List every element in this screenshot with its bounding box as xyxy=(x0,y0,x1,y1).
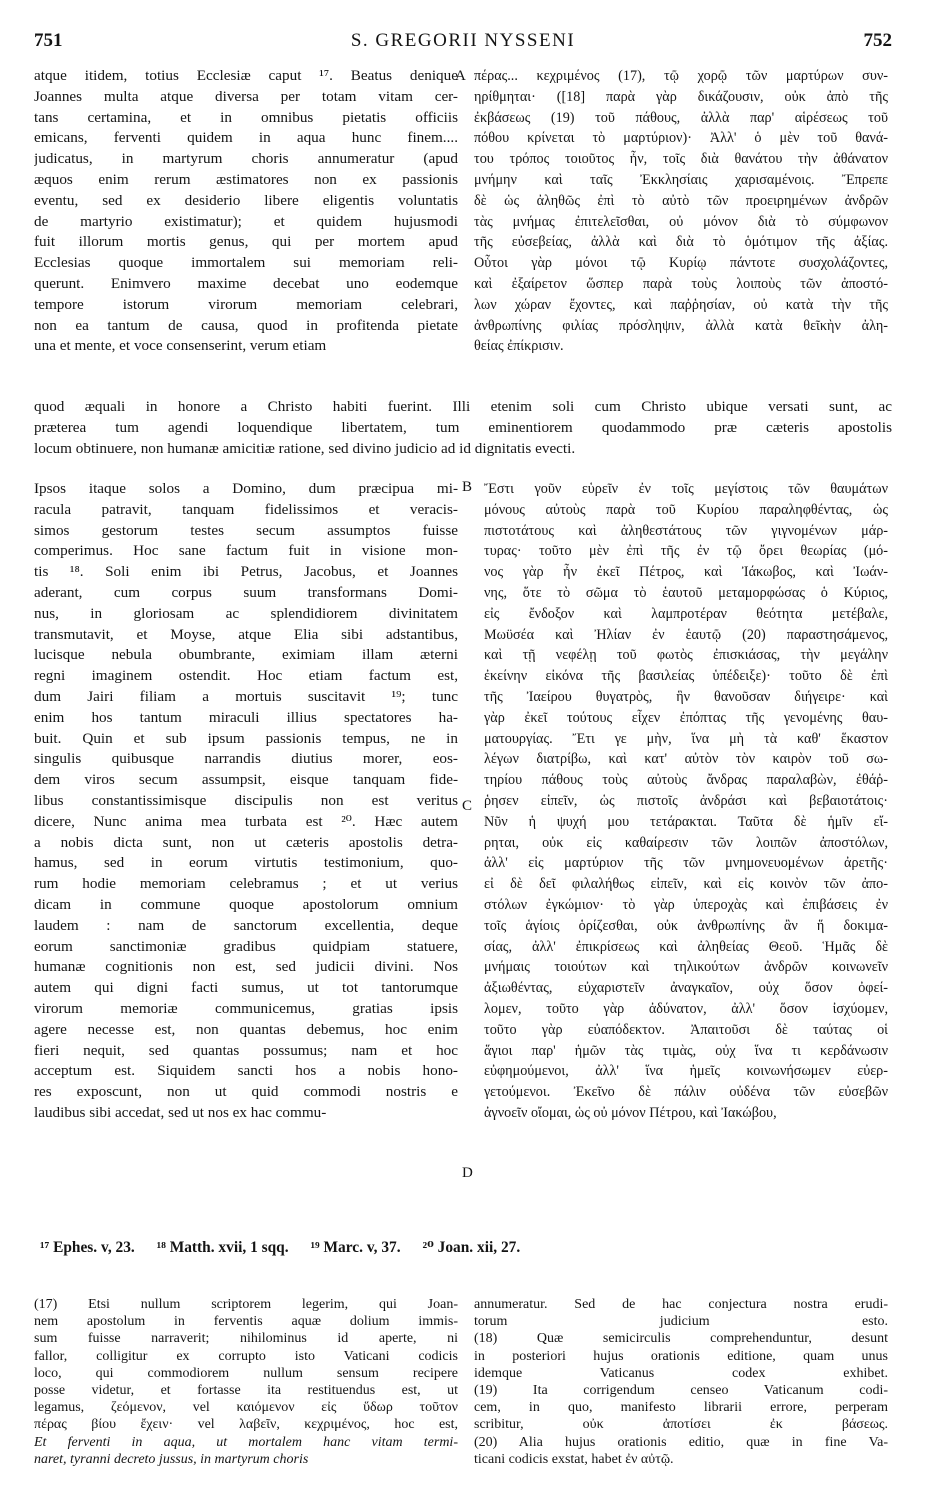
text-line: Et ferventi in aqua, ut mortalem hanc vitam termi- xyxy=(34,1434,458,1450)
text-line: nem apostolum in ferventis aquæ dolium immis- xyxy=(34,1314,458,1330)
text-line: una et mente, et voce consenserint, verum etiam xyxy=(34,337,327,355)
text-line: ticani codicis exstat, habet ἐν αὐτῷ. xyxy=(474,1451,674,1467)
text-line: rum hodie memoriam celebramus ; et ut verius xyxy=(34,875,458,893)
text-line: Joannes multa atque diversa per totam vitam cer- xyxy=(34,87,458,105)
text-line: autem qui digni facti sumus, ut tot tantorumque xyxy=(34,979,458,997)
text-line: dum Jairi filiam a mortuis suscitavit ¹⁹; tunc xyxy=(34,687,458,705)
editor-notes-right xyxy=(474,1296,888,1468)
text-line: lucisque nebula obumbrante, eximiam illam æterni xyxy=(34,646,458,664)
greek-text-top xyxy=(474,66,888,357)
text-line: τοῦτο γὰρ εὐαπόδεκτον. Ἀπαιτοῦσι δὲ ταύτας οἱ xyxy=(484,1021,888,1038)
text-line: τῆς εὐσεβείας, ἀλλὰ καὶ διὰ τὸ ὁμότιμον τῆς ἀξίας. xyxy=(474,234,888,251)
text-line: ἅγιοι παρ' ἡμῶν τὰς τιμὰς, οὐχ ἵνα τι κερδάνωσιν xyxy=(484,1042,888,1059)
text-line: ηρίθμηται· ([18] παρὰ γὰρ δικάζουσιν, οὐκ ἀπὸ τῆς xyxy=(474,88,888,105)
text-line: πόθου κρίνεται τὸ μαρτύριον)· Ἀλλ' ὁ μὲν τοῦ θανά- xyxy=(474,130,888,147)
text-line: νης, ὅτε τὸ σῶμα τὸ ἑαυτοῦ μεταμορφώσας ὁ Κύριος, xyxy=(484,584,888,601)
text-line: judicatus, in martyrum choris annumeratur (apud xyxy=(34,150,458,168)
text-line: laudibus sibi accedat, sed ut nos ex hac commu- xyxy=(34,1103,327,1121)
text-line: non ea tantum de causa, quod in profitenda pietate xyxy=(34,316,458,334)
text-line: εἰ δὲ δεῖ φιλαλήθως εἰπεῖν, καὶ εἰς κοινὸν τῶν ἀπο- xyxy=(484,876,888,893)
left-column-number: 751 xyxy=(34,30,63,51)
text-line: ἐκείνην εἰκόνα τῆς βασιλείας ὑπέδειξε)· τοῦτο δὲ ἐπὶ xyxy=(484,668,888,685)
text-line: ἀνθρωπίνης φιλίας πρόσληψιν, ἀλλὰ κατὰ θεῖκὴν ἀλη- xyxy=(474,317,888,334)
text-line: emicans, ferventi quidem in aqua hunc finem.... xyxy=(34,129,458,147)
text-line: fuit illorum mortis genus, qui per mortem apud xyxy=(34,233,458,251)
text-line: acceptum est. Siquidem sancti hos a nobis hono- xyxy=(34,1062,458,1080)
text-line: dicam in commune quoque apostolorum omnium xyxy=(34,895,458,913)
text-line: res exposcunt, non ut quid commodi nostris e xyxy=(34,1083,458,1101)
text-line: racula patravit, tanquam fidelissimos et veracis- xyxy=(34,500,458,518)
text-line: naret, tyranni decreto jussus, in martyrum choris xyxy=(34,1451,309,1467)
text-line: (17) Etsi nullum scriptorem legerim, qui Joan- xyxy=(34,1297,458,1312)
text-line: στόλων ἐγκώμιον· τὸ γὰρ ὑπεροχὰς καὶ ἐπιβάσεις ἐν xyxy=(484,896,888,913)
text-line: Νῦν ἡ ψυχή μου τετάρακται. Ταῦτα δὲ ἡμῖν εἴ- xyxy=(484,813,888,830)
text-line: πέρας βίου ἔχειν· vel λαβεῖν, κεχριμένος, hoc est, xyxy=(34,1417,458,1433)
text-line: (20) Alia hujus orationis editio, quæ in fine Va- xyxy=(474,1434,888,1450)
text-line: γετούμενοι. Ἐκεῖνο δὲ πάλιν οὐδένα τῶν εὐσεβῶν xyxy=(484,1084,888,1101)
text-line: querunt. Enimvero maxime decebat uno eodemque xyxy=(34,274,458,292)
text-line: humanæ cognitionis non est, sed judicii divini. Nos xyxy=(34,958,458,976)
text-line: τοῖς ἁγίοις ὁρίζεσθαι, οὐκ ἀνθρωπίνης ἂν ἥ δοκιμα- xyxy=(484,917,888,934)
margin-marker-c: C xyxy=(462,798,473,814)
text-line: scribitur, οὐκ ἀποτίσει ἐκ βάσεως. xyxy=(474,1417,888,1433)
text-line: ἀγνοεῖν οἴομαι, ὡς οὐ μόνον Πέτρου, καὶ Ἰακώβου, xyxy=(484,1104,777,1121)
text-line: de martyrio existimatur); et quidem hujusmodi xyxy=(34,212,458,230)
text-line: præterea tum agendi loquendique libertatem, tum eminentiorem quodammodo præ cæteris apostolis xyxy=(34,418,892,436)
text-line: θείας ἐπίκρισιν. xyxy=(474,338,564,355)
right-column-number: 752 xyxy=(863,30,892,51)
text-line: γὰρ ἐκεῖ τούτους εἶχεν ἐπόπτας τῆς γενομένης θαυ- xyxy=(484,709,888,726)
text-line: buit. Quin et sub ipsum passionis tempus, ne in xyxy=(34,729,458,747)
text-line: σίας, ἀλλ' ἐπικρίσεως καὶ ἀληθείας Θεοῦ. Ἡμᾶς δὲ xyxy=(484,938,888,955)
text-line: tans certamina, et in omnibus pietatis officiis xyxy=(34,108,458,126)
latin-text-top xyxy=(34,66,458,357)
text-line: λομεν, τοῦτο γὰρ ἀδύνατον, ἀλλ' ὅσον ἰσχύομεν, xyxy=(484,1000,888,1017)
text-line: a nobis dicta sunt, non ut cæteris apostolis detra- xyxy=(34,833,458,851)
text-line: πέρας... κεχριμένος (17), τῷ χορῷ τῶν μαρτύρων συν- xyxy=(474,68,888,84)
text-line: εἰς ἔνδοξον καὶ λαμπροτέραν θεότητα μετέβαλε, xyxy=(484,605,888,622)
margin-marker-b: B xyxy=(462,479,473,495)
text-line: λέγων διατρίβω, καὶ κατ' αὐτὸν τὸν καιρὸν τοῦ σω- xyxy=(484,751,888,768)
text-line: καὶ ἐξαίρετον ὥσπερ παρὰ τοὺς λοιποὺς τῶν ἀποστό- xyxy=(474,275,888,292)
text-line: atque itidem, totius Ecclesiæ caput ¹⁷. Beatus denique xyxy=(34,67,458,84)
text-line: comperimus. Hoc sane factum fuit in visione mon- xyxy=(34,542,458,560)
page-header xyxy=(34,30,892,64)
text-line: libus constantissimisque discipulis non est veritus xyxy=(34,791,458,809)
text-line: ρηται, οὐκ εἰς καθαίρεσιν τῶν λοιπῶν ἀποστόλων, xyxy=(484,834,888,851)
editor-notes-left xyxy=(34,1296,458,1468)
text-line: locum obtinuere, non humanæ amicitiæ ratione, sed divino judicio ad id dignitatis evecti. xyxy=(34,439,576,457)
text-line: æquos enim rerum æstimatores non ex passionis xyxy=(34,170,458,188)
text-line: enim hos tantum miraculi illius spectatores ha- xyxy=(34,708,458,726)
latin-text-full-width xyxy=(34,397,892,459)
text-line: dem viros secum assumpsit, eisque tanquam fide- xyxy=(34,771,458,789)
text-line: tis ¹⁸. Soli enim ibi Petrus, Jacobus, et Joannes xyxy=(34,563,458,581)
footnote-ref: ¹⁹ Marc. v, 37. xyxy=(310,1239,401,1256)
text-line: in posteriori hujus orationis editione, quam unus xyxy=(474,1348,888,1364)
text-line: Ἔστι γοῦν εὑρεῖν ἐν τοῖς μεγίστοις τῶν θαυμάτων xyxy=(484,481,888,497)
text-line: (19) Ita corrigendum censeo Vaticanum codi- xyxy=(474,1382,888,1398)
text-line: transmutavit, et Moyse, atque Elia sibi adstantibus, xyxy=(34,625,458,643)
text-line: ἀλλ' εἰς μαρτύριον τῆς τῶν μνημονευομένων ἀρετῆς· xyxy=(484,855,888,872)
latin-text-main xyxy=(34,479,458,1124)
text-line: εὐφημούμενοι, ἀλλ' ἵνα ἡμεῖς κοινωνήσωμεν εὐερ- xyxy=(484,1063,888,1080)
text-line: quod æquali in honore a Christo habiti fuerint. Illi etenim soli cum Christo ubique versati sunt, ac xyxy=(34,398,892,415)
text-line: (18) Quæ semicirculis comprehenduntur, desunt xyxy=(474,1331,888,1347)
text-line: τηρίου πάθους τοὺς αὐτοὺς ἄνδρας παραλαβὼν, ἐθάῤ- xyxy=(484,772,888,789)
footnote-ref: ²⁰ Joan. xii, 27. xyxy=(422,1239,521,1256)
text-line: μνήμαις τοιούτων καὶ τηλικούτων ἀνδρῶν κοινωνεῖν xyxy=(484,959,888,976)
footnote-ref: ¹⁸ Matth. xvii, 1 sqq. xyxy=(156,1239,289,1256)
text-line: ἐκβάσεως (19) τοῦ πάθους, ἀλλὰ παρ' αἱρέσεως τοῦ xyxy=(474,109,888,126)
text-line: μνήμην καὶ ταῖς Ἐκκλησίαις χαρισαμένοις. Ἔπρεπε xyxy=(474,171,888,188)
text-line: simos gestorum testes secum assumptos fuisse xyxy=(34,521,458,539)
text-line: singulis quibusque narrandis diutius morer, eos- xyxy=(34,750,458,768)
text-line: ῥησεν εἰπεῖν, ὡς πιστοῖς ἀνδράσι καὶ βεβαιοτάτοις· xyxy=(484,792,888,809)
text-line: τυρας· τοῦτο μὲν ἐπὶ τῆς ἐν τῷ ὄρει θεωρίας (μό- xyxy=(484,543,888,560)
text-line: legamus, ζεόμενον, vel καιόμενον εἰς ὕδωρ τοῦτον xyxy=(34,1400,458,1416)
text-line: πιστοτάτους καὶ ἀληθεστάτους τῶν γιγνομένων μάρ- xyxy=(484,522,888,539)
text-line: agere necesse est, non quantas debemus, hoc enim xyxy=(34,1020,458,1038)
text-line: nus, in gloriosam ac splendidiorem divinitatem xyxy=(34,604,458,622)
text-line: ματουργίας. Ἔτι γε μὴν, ἵνα μὴ τὰ καθ' ἕκαστον xyxy=(484,730,888,747)
text-line: τῆς Ἰαείρου θυγατρὸς, ἣν θανοῦσαν διήγειρε· καὶ xyxy=(484,688,888,705)
text-line: Ecclesias quoque immortalem sui memoriam reli- xyxy=(34,254,458,272)
text-line: posse videtur, et fortasse ita restituendus est, ut xyxy=(34,1382,458,1398)
text-line: fallor, colligitur ex corrupto isto Vaticani codicis xyxy=(34,1348,458,1364)
text-line: tempore istorum virorum memoriam celebrari, xyxy=(34,295,458,313)
running-title: S. GREGORII NYSSENI xyxy=(350,30,576,51)
text-line: Μωϋσέα καὶ Ἠλίαν ἐν ἑαυτῷ (20) παραστησάμενος, xyxy=(484,626,888,643)
text-line: Οὗτοι γὰρ μόνοι τῷ Κυρίῳ πάντοτε συσχολάζοντες, xyxy=(474,255,888,272)
text-line: dicere, Nunc anima mea turbata est ²⁰. Hæc autem xyxy=(34,812,458,830)
text-line: eorum sanctimoniæ gradibus quidpiam statuere, xyxy=(34,937,458,955)
text-line: hamus, sed in eorum virtutis testimonium, quo- xyxy=(34,854,458,872)
margin-marker-a: A xyxy=(455,68,466,84)
text-line: καὶ τῇ νεφέλῃ τοῦ φωτὸς ἐπισκιάσας, τὴν μεγάλην xyxy=(484,647,888,664)
text-line: cem, in quo, manifesto librarii errore, perperam xyxy=(474,1400,888,1416)
text-line: laudem : nam de sanctorum excellentia, deque xyxy=(34,916,458,934)
text-line: δὲ ὡς ἀληθῶς ἐπὶ τὸ αὐτὸ τῶν προειρημένων ἀνδρῶν xyxy=(474,192,888,209)
footnote-ref: ¹⁷ Ephes. v, 23. xyxy=(40,1239,135,1256)
text-line: μόνους αὐτοὺς παρὰ τοῦ Κυρίου παραληφθέντας, ὡς xyxy=(484,501,888,518)
text-line: ἀξιωθέντας, εὐχαριστεῖν ἀναγκαῖον, οὐχ ὅσον ὀφεί- xyxy=(484,980,888,997)
text-line: λων χώραν ἔχοντες, καὶ παῤῥησίαν, οὐ κατὰ τὴν τῆς xyxy=(474,296,888,313)
text-line: regni imaginem ostendit. Hoc etiam factum est, xyxy=(34,667,458,685)
text-line: loco, qui commodiorem nullum sensum recipere xyxy=(34,1365,458,1381)
text-line: τὰς μνήμας ἐπιτελεῖσθαι, οὐ μόνον διὰ τὸ σύμφωνον xyxy=(474,213,888,230)
text-line: του τρόπος τοιοῦτος ἦν, τοῖς διὰ θανάτου τὴν ἀθάνατον xyxy=(474,151,888,168)
text-line: νος γὰρ ἦν ἐκεῖ Πέτρος, καὶ Ἰάκωβος, καὶ Ἰωάν- xyxy=(484,564,888,581)
margin-marker-d: D xyxy=(462,1165,473,1181)
text-line: fieri nequit, sed quantas possumus; nam et hoc xyxy=(34,1041,458,1059)
text-line: idemque Vaticanus codex exhibet. xyxy=(474,1365,888,1381)
text-line: sum fuisse narraverit; nihilominus id aperte, ni xyxy=(34,1331,458,1347)
scripture-references xyxy=(40,1238,800,1257)
text-line: aderant, cum corpus suum transformans Domi- xyxy=(34,583,458,601)
text-line: eventu, sed ex desiderio libere eligentis voluntatis xyxy=(34,191,458,209)
text-line: Ipsos itaque solos a Domino, dum præcipua mi- xyxy=(34,480,458,497)
text-line: torum judicium esto. xyxy=(474,1314,888,1330)
text-line: virorum memoriæ communicemus, gratias ipsis xyxy=(34,999,458,1017)
greek-text-main xyxy=(484,479,888,1124)
text-line: annumeratur. Sed de hac conjectura nostra erudi- xyxy=(474,1297,888,1312)
